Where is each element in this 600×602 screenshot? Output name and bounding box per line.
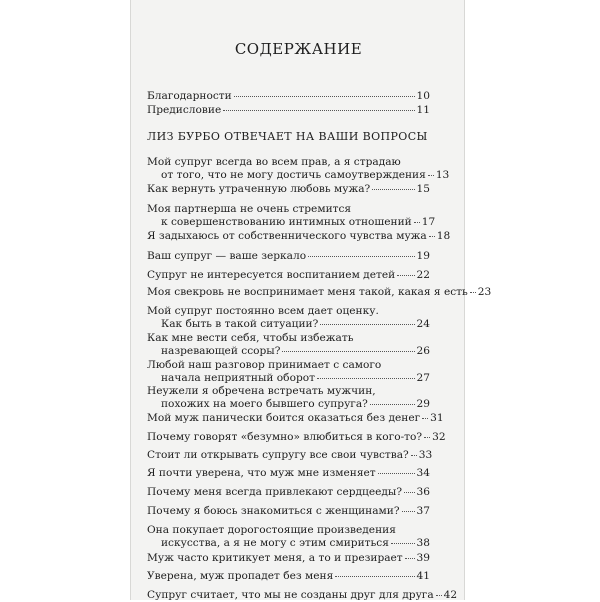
front-matter-item — [147, 90, 430, 103]
dot-leader — [370, 404, 415, 405]
page-number: 36 — [416, 486, 430, 498]
page-number: 15 — [416, 183, 430, 195]
page-number: 11 — [416, 104, 430, 116]
toc-entry — [147, 412, 444, 425]
entry-title: Неужели я обречена встречать мужчин, — [147, 385, 376, 397]
entry-title: Почему меня всегда привлекают сердцееды? — [147, 486, 403, 498]
toc-entry — [147, 589, 458, 602]
page-number: 24 — [416, 318, 430, 330]
toc-entry — [147, 269, 430, 282]
toc-entry — [147, 183, 430, 196]
page-number: 22 — [416, 269, 430, 281]
page-title: СОДЕРЖАНИЕ — [234, 40, 363, 58]
entry-title: к совершенствованию интимных отношений — [161, 216, 412, 228]
dot-leader — [234, 96, 415, 97]
entry-title: Мой супруг постоянно всем дает оценку. — [147, 305, 379, 317]
page-number: 29 — [416, 398, 430, 410]
dot-leader — [436, 595, 442, 596]
dot-leader — [429, 236, 435, 237]
page-number: 33 — [418, 449, 433, 461]
dot-leader — [317, 378, 415, 379]
entry-title: Я почти уверена, что муж мне изменяет — [147, 467, 376, 479]
page-number: 32 — [432, 431, 446, 443]
toc-entry — [147, 570, 430, 583]
toc-entry — [147, 385, 430, 411]
page-number: 31 — [430, 412, 444, 424]
dot-leader — [308, 256, 414, 257]
entry-title: Она покупает дорогостоящие произведения — [147, 524, 396, 536]
page-number: 18 — [436, 230, 451, 242]
entry-title: Как вернуть утраченную любовь мужа? — [147, 183, 371, 195]
entry-title: Почему я боюсь знакомиться с женщинами? — [147, 505, 400, 517]
dot-leader — [397, 275, 414, 276]
toc-entry — [147, 505, 430, 518]
entry-title: Я задыхаюсь от собственнического чувства мужа — [147, 230, 427, 242]
page-number: 17 — [421, 216, 436, 228]
front-matter-item — [147, 104, 430, 117]
dot-leader — [428, 175, 434, 176]
dot-leader — [424, 437, 430, 438]
entry-title: Супруг не интересуется воспитанием детей — [147, 269, 396, 281]
page-number: 34 — [416, 467, 430, 479]
entry-title: Как быть в такой ситуации? — [161, 318, 319, 330]
toc-entry — [147, 250, 430, 263]
entry-title: Моя свекровь не воспринимает меня такой, какая я есть — [147, 286, 468, 298]
dot-leader — [223, 110, 414, 111]
entry-title: искусства, а я не могу с этим смириться — [161, 537, 389, 549]
page-number: 23 — [477, 286, 492, 298]
dot-leader — [335, 576, 414, 577]
page-number: 42 — [443, 589, 458, 601]
entry-title: Мой муж панически боится оказаться без денег — [147, 412, 421, 424]
entry-title: Предисловие — [147, 104, 222, 116]
toc-entry — [147, 486, 430, 499]
entry-title: от того, что не могу достичь самоутверждения — [161, 169, 426, 181]
toc-entry — [147, 431, 446, 444]
dot-leader — [282, 351, 414, 352]
page-number: 41 — [416, 570, 430, 582]
dot-leader — [422, 418, 428, 419]
book-page — [130, 0, 492, 601]
entry-title: Стоит ли открывать супругу все свои чувства? — [147, 449, 409, 461]
toc-entry — [147, 359, 430, 385]
toc-entry — [147, 449, 433, 462]
dot-leader — [411, 455, 417, 456]
page-number: 37 — [416, 505, 430, 517]
entry-title: Супруг считает, что мы не созданы друг для друга — [147, 589, 434, 601]
toc-entry — [147, 524, 430, 550]
page-number: 38 — [416, 537, 430, 549]
page-number: 13 — [435, 169, 450, 181]
page-number: 19 — [416, 250, 430, 262]
section-heading: ЛИЗ БУРБО ОТВЕЧАЕТ НА ВАШИ ВОПРОСЫ — [147, 130, 428, 143]
entry-title: Мой супруг всегда во всем прав, а я страдаю — [147, 156, 401, 168]
dot-leader — [378, 473, 415, 474]
toc-entry — [147, 467, 430, 480]
entry-title: Моя партнерша не очень стремится — [147, 203, 352, 215]
entry-title: назревающей ссоры? — [161, 345, 281, 357]
dot-leader — [404, 492, 414, 493]
toc-entry — [147, 230, 451, 243]
toc-entry — [147, 156, 450, 182]
dot-leader — [405, 558, 415, 559]
page-number: 27 — [416, 372, 430, 384]
entry-title: Благодарности — [147, 90, 232, 102]
dot-leader — [470, 292, 476, 293]
toc-entry — [147, 552, 430, 565]
entry-title: Муж часто критикует меня, а то и презирает — [147, 552, 403, 564]
entry-title: похожих на моего бывшего супруга? — [161, 398, 368, 410]
toc-entry — [147, 286, 492, 299]
page-number: 10 — [416, 90, 430, 102]
entry-title: начала неприятный оборот — [161, 372, 315, 384]
page-number: 39 — [416, 552, 430, 564]
entry-title: Почему говорят «безумно» влюбиться в кого-то? — [147, 431, 423, 443]
toc-entry — [147, 332, 430, 358]
entry-title: Как мне вести себя, чтобы избежать — [147, 332, 354, 344]
dot-leader — [372, 189, 414, 190]
dot-leader — [402, 511, 415, 512]
dot-leader — [414, 222, 420, 223]
toc-entry — [147, 203, 436, 229]
entry-title: Ваш супруг — ваше зеркало — [147, 250, 307, 262]
dot-leader — [320, 324, 414, 325]
page-number: 26 — [416, 345, 430, 357]
dot-leader — [391, 543, 415, 544]
entry-title: Любой наш разговор принимает с самого — [147, 359, 382, 371]
toc-entry — [147, 305, 430, 331]
entry-title: Уверена, муж пропадет без меня — [147, 570, 334, 582]
